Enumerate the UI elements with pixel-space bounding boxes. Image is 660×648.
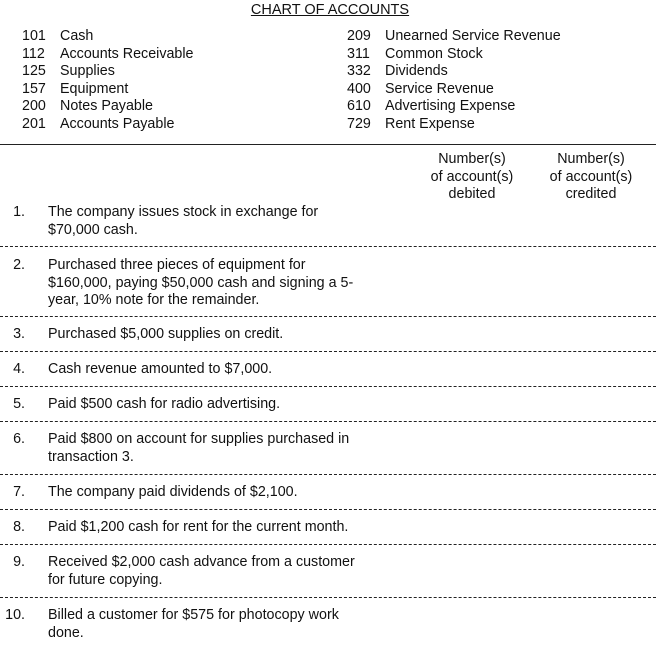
account-number: 209 xyxy=(347,28,371,44)
account-name: Equipment xyxy=(60,80,129,97)
row-divider xyxy=(0,421,656,422)
account-number: 311 xyxy=(347,45,370,62)
account-number: 332 xyxy=(347,63,371,80)
row-divider xyxy=(0,544,656,545)
account-number: 201 xyxy=(22,115,46,132)
account-row xyxy=(347,28,561,46)
description-line: Purchased three pieces of equipment for xyxy=(48,257,306,273)
transaction-number: 7. xyxy=(13,484,25,500)
transaction-description xyxy=(48,326,388,344)
account-number: 112 xyxy=(22,45,45,62)
account-name: Accounts Receivable xyxy=(60,45,194,62)
account-name: Unearned Service Revenue xyxy=(385,28,561,44)
account-number: 729 xyxy=(347,115,371,132)
account-row xyxy=(347,63,561,81)
transaction-number: 4. xyxy=(13,361,25,377)
transaction-number: 2. xyxy=(13,257,25,273)
transaction-number: 9. xyxy=(13,554,25,570)
account-name: Advertising Expense xyxy=(385,98,516,115)
page-title: CHART OF ACCOUNTS xyxy=(250,2,410,18)
transaction-description xyxy=(48,484,388,502)
account-row xyxy=(22,46,194,64)
row-divider xyxy=(0,316,656,317)
accounts-list-right xyxy=(347,28,561,134)
credited-header-line: of account(s) xyxy=(549,168,633,185)
description-line: Received $2,000 cash advance from a customer xyxy=(48,554,355,570)
description-line: Billed a customer for $575 for photocopy work xyxy=(48,607,339,623)
account-row xyxy=(347,116,561,134)
transaction-number: 5. xyxy=(13,396,25,412)
transaction-description xyxy=(48,396,388,414)
account-row xyxy=(347,98,561,116)
account-row xyxy=(22,28,194,46)
description-line: The company issues stock in exchange for xyxy=(48,204,319,220)
account-name: Common Stock xyxy=(385,45,483,62)
transaction-number: 3. xyxy=(13,326,25,342)
debited-header-line: of account(s) xyxy=(430,168,514,185)
credited-header-line: credited xyxy=(565,186,617,202)
header-divider xyxy=(0,144,656,145)
accounts-list-left xyxy=(22,28,194,134)
account-name: Notes Payable xyxy=(60,98,153,115)
description-line: The company paid dividends of $2,100. xyxy=(48,484,298,500)
account-name: Cash xyxy=(60,28,94,44)
description-line: for future copying. xyxy=(48,571,163,588)
row-divider xyxy=(0,597,656,598)
description-line: year, 10% note for the remainder. xyxy=(48,292,260,308)
account-name: Supplies xyxy=(60,63,115,80)
transaction-description xyxy=(48,204,388,239)
description-line: Cash revenue amounted to $7,000. xyxy=(48,361,273,377)
account-name: Service Revenue xyxy=(385,80,494,97)
debited-header-line: Number(s) xyxy=(438,151,506,167)
description-line: done. xyxy=(48,624,84,641)
account-name: Rent Expense xyxy=(385,115,475,132)
account-row xyxy=(347,46,561,64)
description-line: Purchased $5,000 supplies on credit. xyxy=(48,326,284,342)
transaction-number: 10. xyxy=(5,607,25,623)
account-row xyxy=(22,98,194,116)
row-divider xyxy=(0,386,656,387)
account-number: 200 xyxy=(22,98,46,115)
account-number: 400 xyxy=(347,80,371,97)
transaction-description xyxy=(48,431,388,466)
description-line: Paid $500 cash for radio advertising. xyxy=(48,396,281,412)
row-divider xyxy=(0,351,656,352)
transaction-description xyxy=(48,519,388,537)
account-name: Accounts Payable xyxy=(60,115,175,132)
transaction-number: 8. xyxy=(13,519,25,535)
debited-header-line: debited xyxy=(448,186,496,202)
account-row xyxy=(347,81,561,99)
transaction-number: 6. xyxy=(13,431,25,447)
row-divider xyxy=(0,246,656,247)
account-number: 157 xyxy=(22,80,46,97)
description-line: transaction 3. xyxy=(48,448,134,465)
account-number: 125 xyxy=(22,63,46,80)
account-number: 610 xyxy=(347,98,371,115)
description-line: $70,000 cash. xyxy=(48,221,138,238)
credited-header-line: Number(s) xyxy=(557,151,625,167)
account-number: 101 xyxy=(22,28,46,44)
account-row xyxy=(22,63,194,81)
credited-column-header xyxy=(535,151,647,204)
transaction-description xyxy=(48,257,388,310)
account-row xyxy=(22,116,194,134)
description-line: $160,000, paying $50,000 cash and signing a 5- xyxy=(48,274,354,291)
transaction-description xyxy=(48,361,388,379)
description-line: Paid $1,200 cash for rent for the current month. xyxy=(48,519,349,535)
row-divider xyxy=(0,474,656,475)
account-row xyxy=(22,81,194,99)
transaction-description xyxy=(48,554,388,589)
description-line: Paid $800 on account for supplies purchased in xyxy=(48,431,350,447)
row-divider xyxy=(0,509,656,510)
account-name: Dividends xyxy=(385,63,448,80)
debited-column-header xyxy=(412,151,532,204)
transaction-description xyxy=(48,607,388,642)
transaction-number: 1. xyxy=(13,204,25,220)
